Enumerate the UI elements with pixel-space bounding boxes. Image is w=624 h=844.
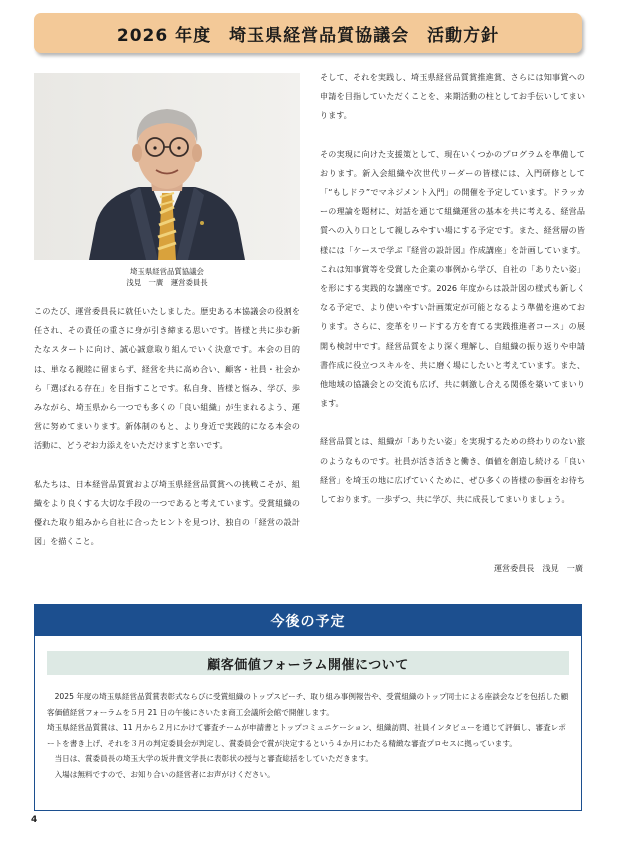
- body-paragraph: その実現に向けた支援策として、現在いくつかのプログラムを準備しております。新入会組織や次世代リーダーの皆様には、入門研修として「“もしドラ”でマネジメント入門」の開催を予定しています。ドラッカーの理論を題材に、対話を通じて組織運営の基本を共に考える、経営品質への入り口として親しみやすい場にする予定です。また、経営層の皆様には「ケースで学ぶ『経営の設計図』作成講座」を計画しています。これは知事賞等を受賞した企業の事例から学び、自社の「ありたい姿」を形にする実践的な講座です。2026 年度からは設計図の様式も新しくなる予定で、より使いやすい計画策定が可能となるよう準備を進めております。さらに、変革をリードする方を育てる実践推進者コース」の展開も検討中です。経営品質をより深く理解し、自組織の振り返りや申請書作成に役立つスキルを、共に磨く場にしたいと考えています。また、他地域の協議会との交流も広げ、共に刺激し合える関係を築いてまいります。: [320, 148, 585, 409]
- chairman-portrait: [34, 73, 300, 260]
- forum-paragraph: 2025 年度の埼玉県経営品質賞表彰式ならびに受賞組織のトップスピーチ、取り組み事例報告や、受賞組織のトップ同士による座談会などを包括した顧客価値経営フォーラムを５月 21 日の午後にさいたま商工会議所会館で開催します。: [47, 692, 569, 717]
- page-title: 2026 年度 埼玉県経営品質協議会 活動方針: [116, 25, 500, 46]
- left-column: [34, 302, 300, 570]
- forum-body: [47, 689, 569, 783]
- forum-paragraph: 当日は、賞委員長の埼玉大学の坂井貴文学長に表彰状の授与と審査総括をしていただきます。: [47, 754, 373, 764]
- schedule-box: [34, 604, 582, 811]
- schedule-heading: 今後の予定: [35, 605, 581, 636]
- signature: 運営委員長 浅見 一廣: [493, 563, 583, 573]
- right-column: [320, 68, 585, 528]
- forum-paragraph: 入場は無料ですので、お知り合いの経営者にお声がけください。: [47, 769, 275, 779]
- caption-name: 浅見 一廣 運営委員長: [126, 278, 208, 287]
- body-paragraph: 経営品質とは、組織が「ありたい姿」を実現するための終わりのない旅のようなものです。社員が活き活きと働き、価値を創造し続ける「良い経営」を埼玉の地に広げていくために、ぜひ多くの皆様の参画をお待ちしております。一歩ずつ、共に学び、共に成長してまいりましょう。: [320, 436, 585, 505]
- page-title-banner: [34, 13, 582, 53]
- portrait-illustration: [34, 73, 300, 260]
- body-paragraph: 私たちは、日本経営品質賞および埼玉県経営品質賞への挑戦こそが、組織をより良くする大切な手段の一つであると考えています。受賞組織の優れた取り組みから自社に合ったヒントを見つけ、独自の「経営の設計図」を描くこと。: [34, 478, 300, 547]
- body-paragraph: そして、それを実践し、埼玉県経営品質賞推進賞、さらには知事賞への申請を目指していただくことを、来期活動の柱としてお手伝いしてまいります。: [320, 72, 585, 121]
- page-number: 4: [31, 815, 38, 825]
- caption-organization: 埼玉県経営品質協議会: [130, 267, 204, 276]
- photo-caption: [34, 266, 300, 288]
- forum-paragraph: 埼玉県経営品質賞は、11 月から２月にかけて審査チームが申請書とトップコミュニケーション、組織訪問、社員インタビューを通じて評価し、審査レポートを書き上げ、それを３月の判定委員会が判定し、賞委員会で賞が決定するという４か月にわたる精緻な審査プロセスに拠っています。: [47, 723, 566, 748]
- forum-title: 顧客価値フォーラム開催について: [47, 651, 569, 675]
- body-paragraph: このたび、運営委員長に就任いたしました。歴史ある本協議会の役割を任され、その責任の重さに身が引き締まる思いです。皆様と共に歩む新たなスタートに向け、誠心誠意取り組んでいく決意です。本会の目的は、単なる親睦に留まらず、経営を共に高め合い、顧客・社員・社会から「選ばれる存在」を目指すことです。私自身、皆様と悩み、学び、歩みながら、埼玉県から一つでも多くの「良い組織」が生まれるよう、運営に努めてまいります。新体制のもと、より身近で実践的になる本会の活動に、どうぞお力添えをいただけますと幸いです。: [34, 306, 300, 451]
